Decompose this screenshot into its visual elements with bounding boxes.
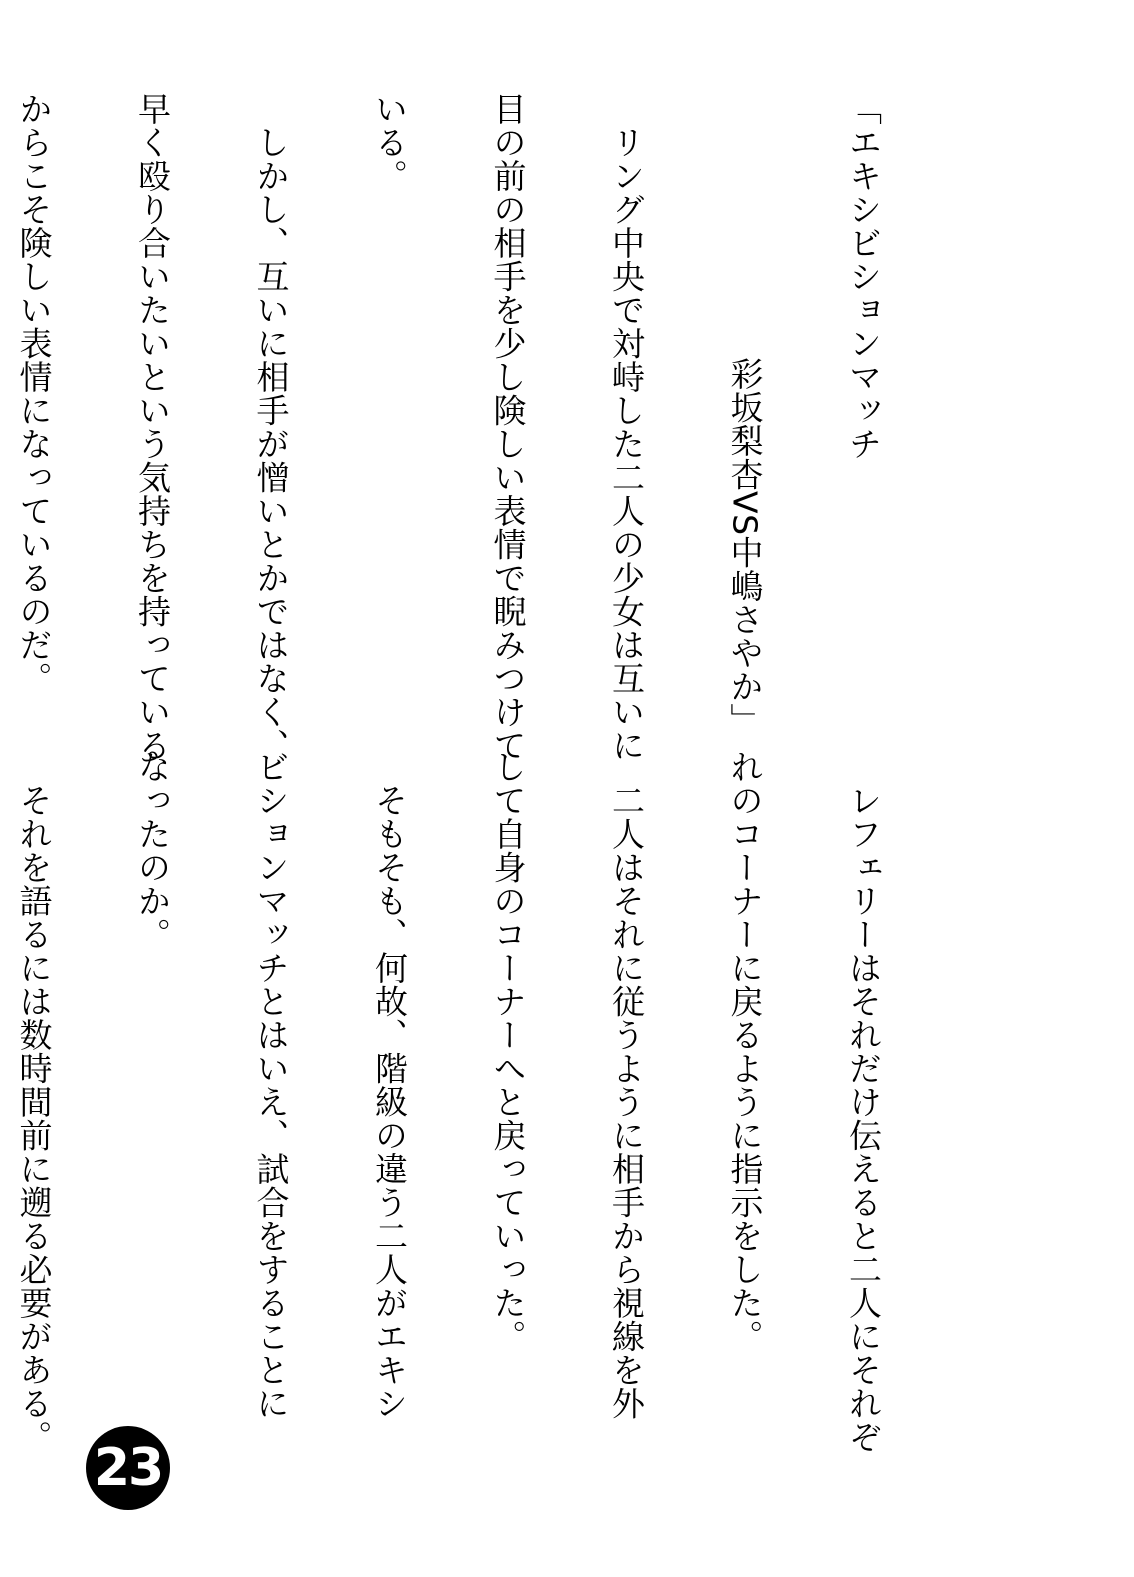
text-line: 早く殴り合いたいという気持ちを持っている [133, 92, 172, 762]
page-number-badge: 23 [86, 1426, 170, 1510]
text-line: して自身のコーナーへと戻っていった。 [488, 750, 528, 1353]
text-line: リング中央で対峙した二人の少女は互いに [607, 92, 646, 762]
text-line: いる。 [370, 92, 409, 193]
top-text-block [0, 92, 962, 762]
text-line: ビションマッチとはいえ、試合をすることに [251, 750, 291, 1420]
text-line: しかし、互いに相手が憎いとかではなく、 [251, 92, 291, 762]
text-line: そもそも、何故、階級の違う二人がエキシ [370, 750, 409, 1420]
text-line: レフェリーはそれだけ伝えると二人にそれぞ [844, 750, 883, 1454]
bottom-text-block [0, 750, 962, 1454]
text-line: からこそ険しい表情になっているのだ。 [14, 92, 54, 695]
text-line: なったのか。 [133, 750, 172, 951]
text-line: 二人はそれに従うように相手から視線を外 [607, 750, 646, 1420]
title-line: 「エキシビションマッチ [844, 92, 883, 461]
subtitle-line: 彩坂梨杏VS中嶋さやか」 [725, 357, 765, 737]
text-line: れのコーナーに戻るように指示をした。 [725, 750, 765, 1353]
text-line: 目の前の相手を少し険しい表情で睨みつけて [488, 92, 528, 762]
text-line: それを語るには数時間前に遡る必要がある。 [14, 750, 54, 1454]
